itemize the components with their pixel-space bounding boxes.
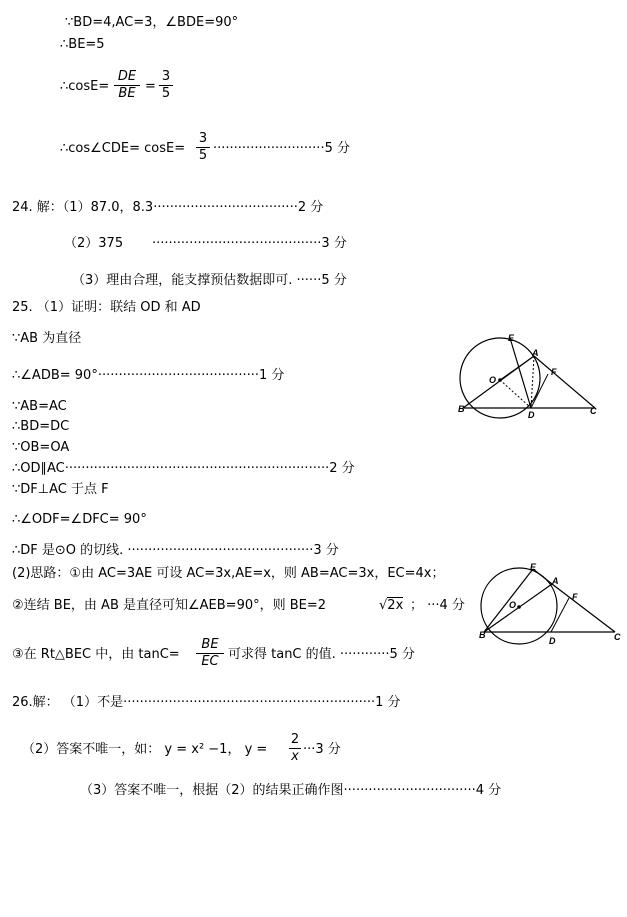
label-d: D — [549, 636, 556, 646]
fraction-denominator: EC — [201, 654, 219, 669]
label-d: D — [528, 410, 535, 420]
fraction-denominator: x — [291, 749, 299, 764]
label-c: C — [590, 406, 597, 416]
fraction-denominator: 5 — [161, 86, 171, 101]
q23-cde-prefix: ∴cos∠CDE= cosE= — [60, 141, 186, 156]
q25-line: ∴∠ODF=∠DFC= 90° — [12, 512, 147, 527]
segment-ac — [552, 584, 615, 632]
label-e: E — [508, 333, 515, 343]
circle-shape — [460, 338, 540, 418]
segment-ac — [534, 356, 595, 408]
fraction-numerator: 3 — [196, 131, 210, 148]
q26-fraction — [289, 732, 301, 765]
center-point — [498, 378, 502, 382]
q26-part3: （3）答案不唯一，根据（2）的结果正确作图································4 分 — [80, 783, 502, 798]
q25-part3-line: ③在 Rt△BEC 中，由 tanC= — [12, 647, 180, 662]
q24-part3: （3）理由合理，能支撑预估数据即可. ······5 分 — [72, 273, 347, 288]
label-o: O — [509, 600, 517, 610]
label-b: B — [479, 630, 486, 640]
label-f: F — [572, 592, 578, 602]
label-a: A — [532, 348, 539, 358]
q25-part2-score: ； ···4 分 — [410, 598, 465, 613]
q23-cos-value-fraction — [159, 69, 173, 102]
q23-cos-prefix: ∴cosE= — [60, 79, 110, 94]
q24-part2-label: （2）375 — [64, 236, 124, 251]
q23-cos-fraction — [114, 69, 140, 102]
fraction-numerator: BE — [196, 637, 224, 654]
q23-cde-fraction — [196, 131, 210, 164]
q25-line: ∴BD=DC — [12, 419, 70, 434]
q25-part3-score: 可求得 tanC 的值. ············5 分 — [228, 647, 415, 662]
fraction-numerator: 2 — [290, 732, 300, 747]
q25-line: ∴DF 是⊙O 的切线. ·············································3 分 — [12, 543, 339, 558]
q25-part2-line: (2)思路：①由 AC=3AE 可设 AC=3x,AE=x，则 AB=AC=3x，EC=4x； — [12, 566, 445, 581]
q25-line: ∴OD∥AC································································2 分 — [12, 461, 355, 476]
label-c: C — [614, 632, 621, 642]
q25-radical: √2x — [379, 598, 404, 613]
radicand: 2x — [387, 598, 404, 613]
q23-be: ∴BE=5 — [60, 37, 105, 52]
label-f: F — [551, 367, 557, 377]
q25-tan-fraction — [196, 637, 224, 670]
fraction-numerator: DE — [114, 69, 140, 86]
fraction-numerator: 3 — [159, 69, 173, 86]
q23-cde-score: ···························5 分 — [213, 141, 350, 156]
label-b: B — [458, 404, 465, 414]
label-o: O — [489, 375, 497, 385]
q25-line: ∵AB=AC — [12, 399, 67, 414]
q23-cos-eq: = — [145, 79, 156, 94]
q24-part1: 24. 解：（1）87.0，8.3···································2 分 — [12, 200, 324, 215]
geometry-figure-1 — [450, 330, 610, 430]
fraction-denominator: 5 — [198, 148, 208, 163]
label-a: A — [552, 576, 559, 586]
q26-part2-label: （2）答案不唯一，如： y = x² −1， y = — [22, 742, 268, 757]
q25-part2-line: ②连结 BE，由 AB 是直径可知∠AEB=90°，则 BE=2 — [12, 598, 327, 613]
q25-line: ∵DF⊥AC 于点 F — [12, 482, 109, 497]
q23-given: ∵BD=4,AC=3，∠BDE=90° — [65, 15, 239, 30]
q25-title: 25. （1）证明：联结 OD 和 AD — [12, 300, 201, 315]
q26-part1: 26.解： （1）不是·····························································1 分 — [12, 695, 401, 710]
q26-part2-score: ···3 分 — [303, 742, 341, 757]
segment-df — [551, 598, 569, 632]
q25-line: ∵AB 为直径 — [12, 331, 82, 346]
q25-line: ∵OB=OA — [12, 440, 70, 455]
geometry-figure-2 — [477, 560, 627, 655]
center-point — [517, 605, 521, 609]
fraction-denominator: BE — [118, 86, 136, 101]
q24-part2-score: ·········································3 分 — [152, 236, 347, 251]
label-e: E — [530, 562, 537, 572]
q25-line: ∴∠ADB= 90°·······································1 分 — [12, 368, 285, 383]
